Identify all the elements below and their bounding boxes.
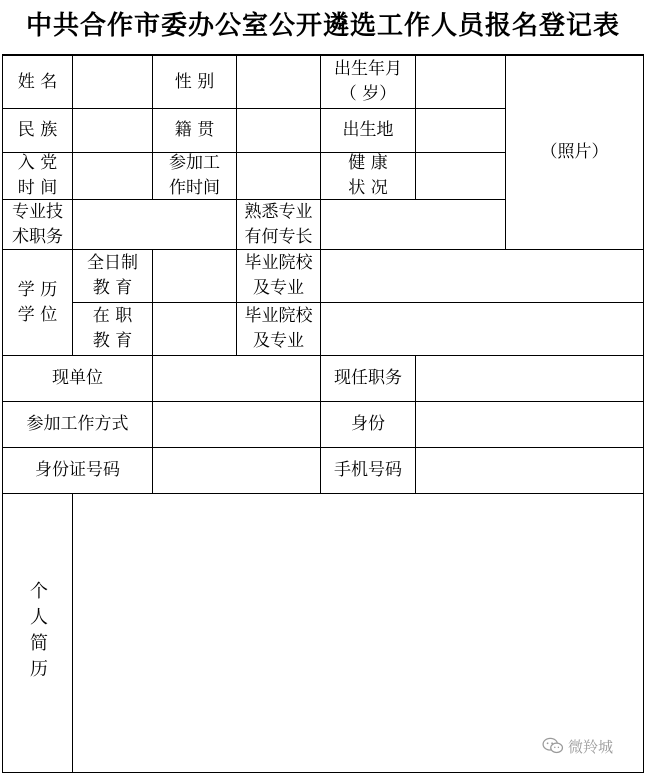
- specialty-label-line2: 有何专长: [244, 226, 313, 247]
- gender-label: 性 别: [174, 71, 215, 92]
- education-degree-label: [3, 250, 72, 355]
- fulltime-school-label-line2: 及专业: [253, 278, 304, 298]
- current-unit-label: 现单位: [52, 368, 103, 388]
- work-start-date-field[interactable]: [237, 153, 320, 199]
- party-join-date-label-line1: 入 党: [17, 153, 58, 173]
- inservice-school-label: [237, 303, 320, 355]
- wechat-icon: [542, 737, 564, 755]
- id-number-field[interactable]: [153, 448, 320, 493]
- fulltime-school-label-line1: 毕业院校: [244, 253, 313, 273]
- fulltime-education-field[interactable]: [153, 250, 236, 302]
- photo-area[interactable]: [506, 56, 643, 249]
- specialty-label: [237, 200, 320, 249]
- form-title: 中共合作市委办公室公开遴选工作人员报名登记表: [25, 11, 620, 41]
- inservice-school-label-line1: 毕业院校: [244, 306, 313, 326]
- watermark-text: 微羚城: [568, 737, 614, 756]
- education-label: 学 历: [17, 279, 58, 300]
- resume-label: [3, 494, 72, 772]
- ethnicity-label: 民 族: [17, 120, 58, 140]
- photo-label: （照片）: [540, 142, 609, 162]
- fulltime-education-label: [73, 250, 152, 302]
- current-position-field[interactable]: [416, 356, 643, 401]
- tech-title-field[interactable]: [73, 200, 236, 249]
- birth-date-label-line1: 出生年月: [334, 59, 402, 79]
- inservice-education-label-line2: 教 育: [92, 331, 133, 351]
- work-start-date-label-line2: 作时间: [169, 178, 220, 198]
- birth-date-field[interactable]: [416, 56, 505, 108]
- work-start-date-label-line1: 参加工: [169, 153, 220, 173]
- inservice-education-label: [73, 303, 152, 355]
- specialty-label-line1: 熟悉专业: [244, 201, 313, 222]
- birth-date-label-line2: （ 岁）: [339, 84, 397, 104]
- birthplace-field[interactable]: [416, 109, 505, 152]
- birthplace-label: 出生地: [342, 120, 394, 140]
- health-label-line2: 状 况: [348, 178, 388, 198]
- birth-date-label: [321, 56, 415, 108]
- fulltime-school-field[interactable]: [321, 250, 643, 302]
- health-field[interactable]: [416, 153, 505, 199]
- degree-label: 学 位: [17, 304, 58, 325]
- name-label: 姓 名: [17, 71, 58, 92]
- resume-field[interactable]: [73, 494, 643, 772]
- specialty-field[interactable]: [321, 200, 505, 249]
- gender-field[interactable]: [237, 56, 320, 108]
- inservice-school-field[interactable]: [321, 303, 643, 355]
- party-join-date-label: [3, 153, 72, 199]
- inservice-education-label-line1: 在 职: [92, 306, 133, 326]
- inservice-education-field[interactable]: [153, 303, 236, 355]
- tech-title-label: [3, 200, 72, 249]
- native-place-field[interactable]: [237, 109, 320, 152]
- work-method-field[interactable]: [153, 402, 320, 447]
- current-unit-field[interactable]: [153, 356, 320, 401]
- ethnicity-field[interactable]: [73, 109, 152, 152]
- phone-label: 手机号码: [334, 460, 402, 480]
- identity-label: 身份: [351, 414, 385, 434]
- current-position-label: 现任职务: [334, 368, 402, 388]
- health-label-line1: 健 康: [348, 153, 388, 173]
- work-start-date-label: [153, 153, 236, 199]
- identity-field[interactable]: [416, 402, 643, 447]
- health-label: [321, 153, 415, 199]
- watermark: [542, 734, 632, 758]
- id-number-label: 身份证号码: [35, 460, 120, 480]
- work-method-label: 参加工作方式: [26, 414, 129, 434]
- fulltime-education-label-line1: 全日制: [87, 253, 138, 273]
- fulltime-education-label-line2: 教 育: [92, 278, 133, 298]
- inservice-school-label-line2: 及专业: [253, 331, 304, 351]
- phone-field[interactable]: [416, 448, 643, 493]
- fulltime-school-label: [237, 250, 320, 302]
- native-place-label: 籍 贯: [174, 120, 215, 140]
- resume-label-text: 个人简历: [27, 581, 48, 685]
- party-join-date-field[interactable]: [73, 153, 152, 199]
- tech-title-label-line2: 术职务: [12, 226, 63, 247]
- party-join-date-label-line2: 时 间: [17, 178, 58, 198]
- tech-title-label-line1: 专业技: [12, 201, 63, 222]
- name-field[interactable]: [73, 56, 152, 108]
